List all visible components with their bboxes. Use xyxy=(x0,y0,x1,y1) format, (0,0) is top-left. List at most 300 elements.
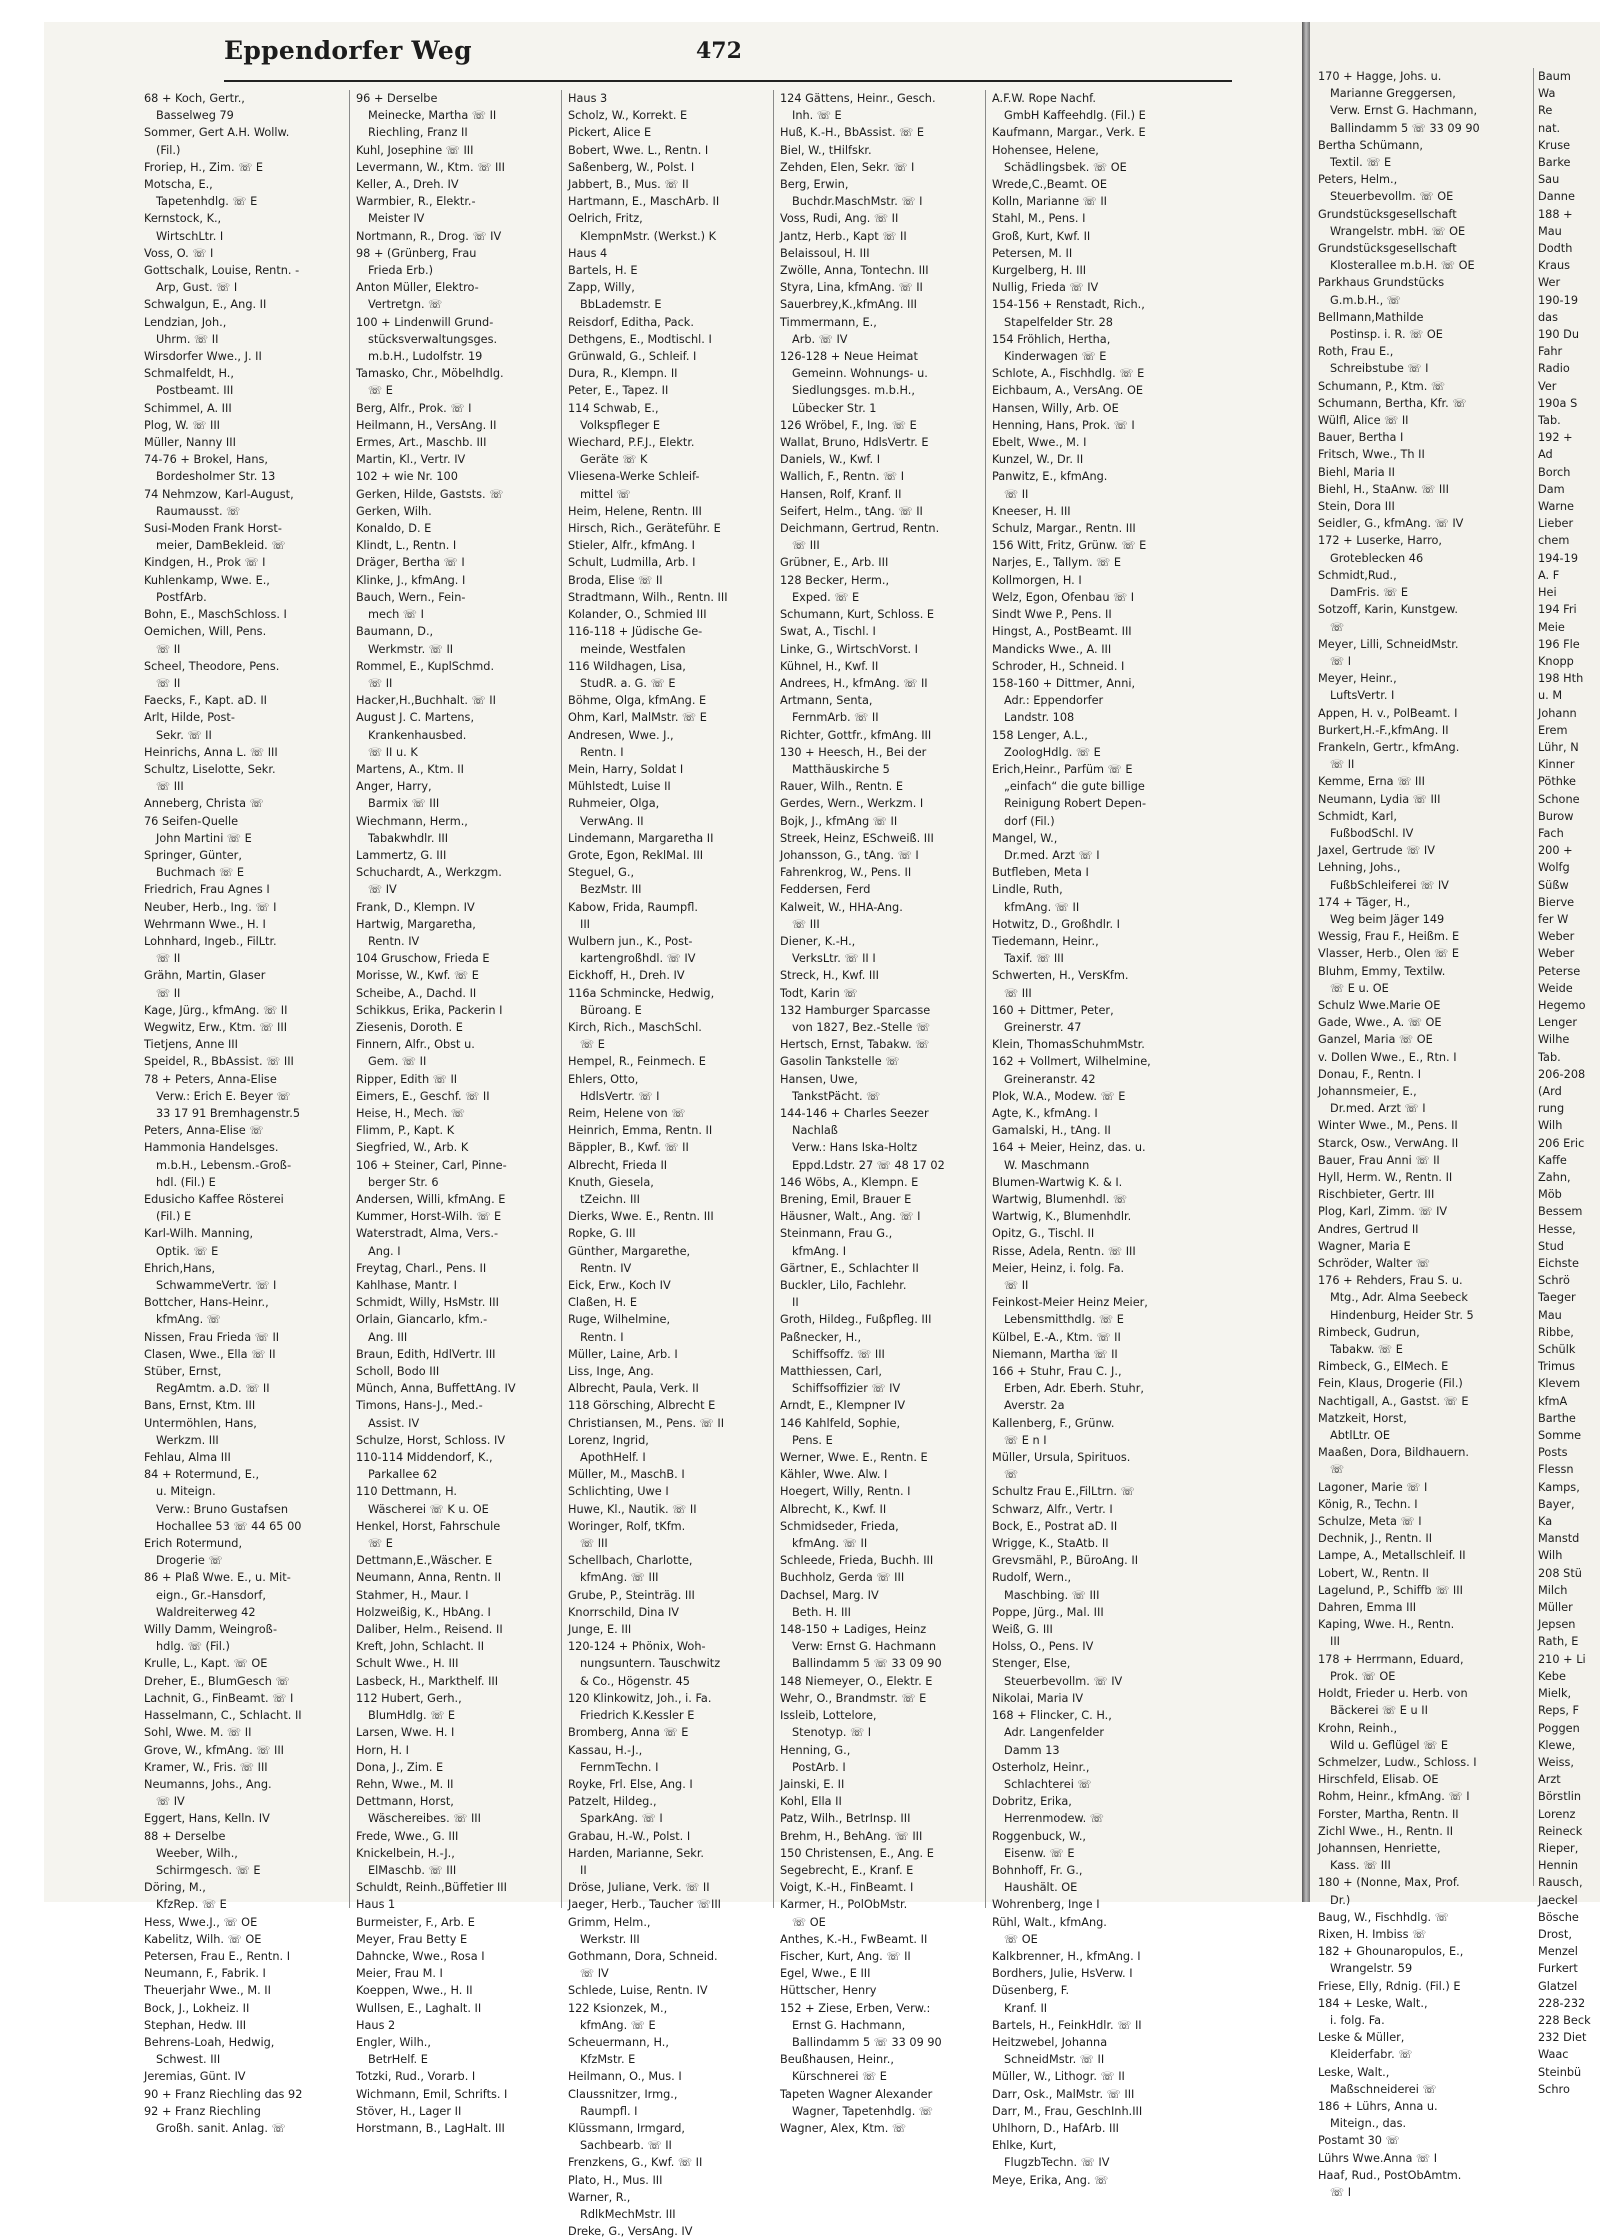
directory-entry-line: Bauer, Bertha I xyxy=(1318,431,1404,445)
directory-entry-line: Steinbü xyxy=(1538,2065,1582,2079)
directory-entry-line: Saßenberg, W., Polst. I xyxy=(568,160,695,174)
directory-entry-line: Hüttscher, Henry xyxy=(780,1984,877,1998)
directory-entry-line: 148 Niemeyer, O., Elektr. E xyxy=(780,1674,933,1688)
directory-entry-line: Johann xyxy=(1538,706,1577,720)
directory-entry-line: Hirschfeld, Elisab. OE xyxy=(1318,1773,1439,1787)
directory-entry-line: SchwammeVertr. ☏ I xyxy=(156,1279,277,1293)
directory-entry-line: Grevsmähl, P., BüroAng. II xyxy=(992,1554,1139,1568)
directory-entry-line: ☏ E xyxy=(580,1038,605,1052)
directory-entry-line: Postinsp. i. R. ☏ OE xyxy=(1330,328,1443,342)
directory-entry-line: BezMstr. III xyxy=(580,883,642,897)
directory-entry-line: Grübner, E., Arb. III xyxy=(780,556,889,570)
directory-entry-line: Steuerbevollm. ☏ IV xyxy=(1004,1674,1123,1688)
directory-entry-line: Bartels, H., FeinkHdlr. ☏ II xyxy=(992,2018,1142,2032)
directory-entry-line: ☏ II xyxy=(1330,758,1355,772)
directory-entry-line: Nissen, Frau Frieda ☏ II xyxy=(144,1330,280,1344)
directory-entry-line: Kleiderfabr. ☏ xyxy=(1330,2048,1413,2062)
directory-entry-line: Werkzm. III xyxy=(156,1433,219,1447)
directory-entry-line: Leske & Müller, xyxy=(1318,2031,1405,2045)
directory-entry-line: Dechnik, J., Rentn. II xyxy=(1318,1532,1433,1546)
directory-entry-line: Buchdr.MaschMstr. ☏ I xyxy=(792,195,923,209)
directory-entry-line: FlugzbTechn. ☏ IV xyxy=(1004,2156,1110,2170)
directory-column-2 xyxy=(356,90,554,2135)
directory-entry-line: Schwalgun, E., Ang. II xyxy=(144,298,267,312)
directory-entry-line: Lebensmitthdlg. ☏ E xyxy=(1004,1313,1124,1327)
directory-entry-line: Maaßen, Dora, Bildhauern. xyxy=(1318,1446,1469,1460)
directory-entry-line: ☏ II xyxy=(156,676,181,690)
directory-entry-line: 172 + Luserke, Harro, xyxy=(1318,534,1442,548)
directory-entry-line: Jantz, Herb., Kapt ☏ II xyxy=(780,229,907,243)
directory-entry-line: 162 + Vollmert, Wilhelmine, xyxy=(992,1055,1151,1069)
directory-entry-line: BlumHdlg. ☏ E xyxy=(368,1709,456,1723)
directory-entry-line: kfmAng. ☏ xyxy=(156,1313,221,1327)
directory-entry-line: 168 + Flincker, C. H., xyxy=(992,1709,1112,1723)
directory-entry-line: HdlsVertr. ☏ I xyxy=(580,1089,660,1103)
directory-entry-line: Scheuermann, H., xyxy=(568,2035,669,2049)
directory-entry-line: 188 + xyxy=(1538,207,1573,221)
directory-entry-line: Paßnecker, H., xyxy=(780,1330,862,1344)
directory-entry-line: Tapeten Wagner Alexander xyxy=(780,2087,933,2101)
directory-entry-line: Bäppler, B., Kwf. ☏ II xyxy=(568,1141,689,1155)
directory-entry-line: Reineck xyxy=(1538,1824,1583,1838)
directory-entry-line: Wartwig, Blumenhdl. ☏ xyxy=(992,1193,1128,1206)
directory-entry-line: Haus 2 xyxy=(356,2018,396,2032)
directory-entry-line: Wäscherei ☏ K u. OE xyxy=(368,1502,489,1516)
directory-entry-line: Kürschnerei ☏ E xyxy=(792,2070,887,2084)
directory-entry-line: Schmelzer, Ludw., Schloss. I xyxy=(1318,1755,1477,1769)
right-page-column xyxy=(1318,68,1538,2199)
directory-entry-line: Warne xyxy=(1538,500,1574,514)
directory-entry-line: 114 Schwab, E., xyxy=(568,401,659,415)
directory-entry-line: Gothmann, Dora, Schneid. xyxy=(568,1949,718,1963)
directory-entry-line: Bertha Schümann, xyxy=(1318,138,1423,152)
right-page-cut-column xyxy=(1538,68,1600,2096)
directory-entry-line: Wiechard, P.F.J., Elektr. xyxy=(568,436,695,450)
directory-entry-line: Hertsch, Ernst, Tabakw. ☏ xyxy=(780,1038,930,1052)
directory-entry-line: Johannsmeier, E., xyxy=(1318,1084,1417,1098)
directory-entry-line: Darr, M., Frau, GeschInh.III xyxy=(992,2104,1143,2118)
directory-entry-line: Erich Rotermund, xyxy=(144,1537,243,1551)
directory-entry-line: Jepsen xyxy=(1538,1618,1576,1632)
directory-entry-line: Flessn xyxy=(1538,1463,1574,1477)
directory-entry-line: 190-19 xyxy=(1538,293,1579,307)
directory-entry-line: Froriep, H., Zim. ☏ E xyxy=(144,160,264,174)
directory-entry-line: Broda, Elise ☏ II xyxy=(568,573,663,587)
directory-entry-line: Verw.: Erich E. Beyer ☏ xyxy=(156,1089,291,1103)
directory-entry-line: Wagner, Maria E xyxy=(1318,1239,1411,1253)
directory-entry-line: Arp, Gust. ☏ I xyxy=(156,281,238,295)
directory-entry-line: Müller xyxy=(1538,1601,1573,1615)
directory-entry-line: Mühlstedt, Luise II xyxy=(568,780,671,794)
directory-entry-line: Panwitz, E., kfmAng. xyxy=(992,470,1108,484)
directory-entry-line: 118 Görsching, Albrecht E xyxy=(568,1399,716,1413)
directory-entry-line: Andrees, H., kfmAng. ☏ II xyxy=(780,676,928,690)
directory-entry-line: meinde, Westfalen xyxy=(580,642,686,656)
directory-entry-line: Brening, Emil, Brauer E xyxy=(780,1193,912,1206)
directory-entry-line: ☏ I xyxy=(1330,2185,1352,2199)
directory-entry-line: (Fil.) xyxy=(156,143,181,157)
directory-entry-line: Dr.med. Arzt ☏ I xyxy=(1004,848,1100,862)
directory-entry-line: Schädlingsbek. ☏ OE xyxy=(1004,160,1127,174)
directory-entry-line: Peterse xyxy=(1538,964,1581,978)
directory-entry-line: Koeppen, Wwe., H. II xyxy=(356,1984,473,1998)
directory-entry-line: Wrangelstr. mbH. ☏ OE xyxy=(1330,224,1466,238)
directory-entry-line: KfzRep. ☏ E xyxy=(156,1898,227,1912)
directory-entry-line: Kollmorgen, H. I xyxy=(992,573,1082,587)
directory-entry-line: Erich,Heinr., Parfüm ☏ E xyxy=(992,762,1133,776)
directory-entry-line: Martens, A., Ktm. II xyxy=(356,762,464,776)
directory-entry-line: Weiß, G. III xyxy=(992,1623,1053,1637)
directory-entry-line: AbtlLtr. OE xyxy=(1330,1429,1391,1443)
directory-entry-line: 68 + Koch, Gertr., xyxy=(144,92,245,105)
directory-entry-line: Postamt 30 ☏ xyxy=(1318,2134,1400,2148)
directory-entry-line: Konaldo, D. E xyxy=(356,522,432,536)
directory-entry-line: ApothHelf. I xyxy=(580,1451,646,1465)
directory-entry-line: Grünwald, G., Schleif. I xyxy=(568,350,697,364)
directory-entry-line: Haaf, Rud., PostObAmtm. xyxy=(1318,2168,1462,2182)
directory-entry-line: II xyxy=(580,1863,587,1877)
directory-entry-line: das xyxy=(1538,310,1558,324)
directory-entry-line: Weber xyxy=(1538,947,1575,961)
directory-entry-line: Schulz, Margar., Rentn. III xyxy=(992,522,1136,536)
directory-entry-line: „einfach“ die gute billige xyxy=(1004,780,1145,794)
directory-entry-line: 152 + Ziese, Erben, Verw.: xyxy=(780,2001,931,2015)
directory-entry-line: Neuber, Herb., Ing. ☏ I xyxy=(144,900,277,914)
directory-entry-line: Rischbieter, Gertr. III xyxy=(1318,1188,1435,1202)
directory-entry-line: Lieber xyxy=(1538,517,1574,531)
directory-entry-line: VerksLtr. ☏ II I xyxy=(792,952,876,966)
directory-entry-line: Roth, Frau E., xyxy=(1318,345,1394,359)
directory-entry-line: Lehning, Johs., xyxy=(1318,861,1401,875)
directory-entry-line: Adr. Langenfelder xyxy=(1004,1726,1104,1740)
directory-entry-line: Peter, E., Tapez. II xyxy=(568,384,669,398)
directory-entry-line: Sau xyxy=(1538,173,1560,187)
directory-entry-line: Scheibe, A., Dachd. II xyxy=(356,986,477,1000)
directory-entry-line: Klüssmann, Irmgard, xyxy=(568,2121,685,2135)
directory-entry-line: Kabelitz, Wilh. ☏ OE xyxy=(144,1932,262,1946)
directory-entry-line: Holdt, Frieder u. Herb. von xyxy=(1318,1687,1468,1701)
directory-entry-line: 198 Hth xyxy=(1538,672,1584,686)
directory-entry-line: Steuerbevollm. ☏ OE xyxy=(1330,190,1454,204)
directory-entry-line: III xyxy=(580,917,590,931)
directory-entry-line: Bayer, xyxy=(1538,1497,1575,1511)
directory-entry-line: Dona, J., Zim. E xyxy=(356,1760,444,1774)
directory-entry-line: Morisse, W., Kwf. ☏ E xyxy=(356,969,479,983)
directory-entry-line: Groß, Kurt, Kwf. II xyxy=(992,229,1091,243)
directory-entry-line: Tiedemann, Heinr., xyxy=(992,934,1099,948)
directory-entry-line: Stephan, Hedw. III xyxy=(144,2018,247,2032)
directory-entry-line: Schülk xyxy=(1538,1343,1576,1357)
directory-entry-line: Appen, H. v., PolBeamt. I xyxy=(1318,706,1458,720)
directory-entry-line: Dam xyxy=(1538,482,1565,496)
directory-entry-line: Schlichting, Uwe I xyxy=(568,1485,669,1499)
directory-entry-line: Bromberg, Anna ☏ E xyxy=(568,1726,689,1740)
directory-entry-line: Hansen, Uwe, xyxy=(780,1072,858,1086)
directory-entry-line: Stradtmann, Wilh., Rentn. III xyxy=(568,590,728,604)
directory-entry-line: Styra, Lina, kfmAng. ☏ II xyxy=(780,281,923,295)
directory-entry-line: Bojk, J., kfmAng ☏ II xyxy=(780,814,898,828)
directory-entry-line: Friedrich, Frau Agnes I xyxy=(144,883,270,897)
directory-entry-line: Weide xyxy=(1538,981,1573,995)
directory-entry-line: Fehlau, Alma III xyxy=(144,1451,231,1465)
directory-entry-line: ☏ II xyxy=(156,642,181,656)
directory-entry-line: Rimbeck, Gudrun, xyxy=(1318,1325,1420,1339)
directory-entry-line: Winter Wwe., M., Pens. II xyxy=(1318,1119,1458,1133)
directory-entry-line: Basselweg 79 xyxy=(156,109,234,123)
directory-entry-line: Schiffsoffizier ☏ IV xyxy=(792,1382,901,1396)
directory-entry-line: 228-232 xyxy=(1538,1996,1586,2010)
directory-entry-line: Ebelt, Wwe., M. I xyxy=(992,436,1087,450)
directory-entry-line: Pickert, Alice E xyxy=(568,126,652,140)
directory-entry-line: Münch, Anna, BuffettAng. IV xyxy=(356,1382,516,1396)
directory-entry-line: Parkhaus Grundstücks xyxy=(1318,276,1445,290)
directory-entry-line: Schuchardt, A., Werkzgm. xyxy=(356,866,502,880)
directory-entry-line: Ballindamm 5 ☏ 33 09 90 xyxy=(792,2035,942,2049)
directory-entry-line: Meye, Erika, Ang. ☏ xyxy=(992,2173,1109,2187)
directory-entry-line: kfmAng. ☏ E xyxy=(580,2018,656,2032)
directory-entry-line: Lampe, A., Metallschleif. II xyxy=(1318,1549,1466,1563)
directory-entry-line: Patz, Wilh., BetrInsp. III xyxy=(780,1812,911,1826)
directory-entry-line: ☏ II xyxy=(156,952,181,966)
directory-entry-line: Peters, Anna-Elise ☏ xyxy=(144,1124,264,1138)
directory-entry-line: Patzelt, Hildeg., xyxy=(568,1795,657,1809)
directory-entry-line: Rentn. IV xyxy=(368,934,420,948)
directory-entry-line: Berg, Erwin, xyxy=(780,178,849,192)
directory-entry-line: Eisenw. ☏ E xyxy=(1004,1846,1075,1860)
directory-entry-line: Segebrecht, E., Kranf. E xyxy=(780,1863,914,1877)
directory-entry-line: Blumen-Wartwig K. & I. xyxy=(992,1175,1123,1189)
directory-entry-line: Häusner, Walt., Ang. ☏ I xyxy=(780,1210,921,1224)
directory-entry-line: 146 Wöbs, A., Klempn. E xyxy=(780,1175,919,1189)
directory-entry-line: Ziesenis, Doroth. E xyxy=(356,1020,463,1034)
directory-entry-line: Miteign., das. xyxy=(1330,2117,1407,2131)
directory-entry-line: Hohensee, Helene, xyxy=(992,143,1099,157)
directory-entry-line: Müller, W., Lithogr. ☏ II xyxy=(992,2070,1125,2084)
directory-entry-line: Verw.: Bruno Gustafsen xyxy=(156,1502,288,1516)
directory-entry-line: Kraus xyxy=(1538,259,1571,273)
directory-entry-line: Wehr, O., Brandmstr. ☏ E xyxy=(780,1691,927,1705)
directory-entry-line: Schmidt, Willy, HsMstr. III xyxy=(356,1296,499,1310)
directory-entry-line: 84 + Rotermund, E., xyxy=(144,1468,260,1482)
directory-entry-line: mittel ☏ xyxy=(580,487,631,501)
directory-entry-line: Wülfl, Alice ☏ II xyxy=(1318,414,1409,428)
directory-entry-line: Böhme, Olga, kfmAng. E xyxy=(568,694,707,708)
directory-entry-line: eign., Gr.-Hansdorf, xyxy=(156,1588,266,1602)
directory-entry-line: Nachtigall, A., Gastst. ☏ E xyxy=(1318,1394,1469,1408)
directory-entry-line: Kuhl, Josephine ☏ III xyxy=(356,143,474,157)
directory-entry-line: Fahrenkrog, W., Pens. II xyxy=(780,866,912,880)
directory-entry-line: Lindemann, Margaretha II xyxy=(568,831,714,845)
directory-entry-line: ☏ OE xyxy=(1004,1932,1038,1946)
directory-entry-line: dorf (Fil.) xyxy=(1004,814,1055,828)
directory-entry-line: Hansen, Rolf, Kranf. II xyxy=(780,487,902,501)
directory-entry-line: Wehrmann Wwe., H. I xyxy=(144,917,266,931)
directory-entry-line: Kneeser, H. III xyxy=(992,504,1071,518)
directory-entry-line: Plog, W. ☏ III xyxy=(144,418,220,432)
directory-entry-line: Rausch, xyxy=(1538,1876,1583,1890)
directory-entry-line: Maßschneiderei ☏ xyxy=(1330,2082,1437,2096)
directory-entry-line: ☏ E xyxy=(368,1537,393,1551)
directory-entry-line: Lührs Wwe.Anna ☏ I xyxy=(1318,2151,1438,2165)
directory-entry-line: Dröse, Juliane, Verk. ☏ II xyxy=(568,1881,710,1895)
directory-entry-line: August J. C. Martens, xyxy=(356,711,475,725)
directory-entry-line: 124 Gättens, Heinr., Gesch. xyxy=(780,92,936,105)
directory-entry-line: Warmbier, R., Elektr.- xyxy=(356,195,476,209)
directory-entry-line: Wessig, Frau F., Heißm. E xyxy=(1318,930,1460,944)
directory-entry-line: Bauch, Wern., Fein- xyxy=(356,590,466,604)
directory-entry-line: Kaffe xyxy=(1538,1153,1567,1167)
directory-entry-line: Geräte ☏ K xyxy=(580,453,648,467)
directory-entry-line: Ballindamm 5 ☏ 33 09 90 xyxy=(792,1657,942,1671)
directory-entry-line: Taeger xyxy=(1538,1291,1576,1305)
directory-entry-line: Zwölle, Anna, Tontechn. III xyxy=(780,264,929,278)
directory-entry-line: 78 + Peters, Anna-Elise xyxy=(144,1072,277,1086)
directory-entry-line: Burkert,H.-F.,kfmAng. II xyxy=(1318,723,1449,737)
directory-entry-line: Gamalski, H., tAng. II xyxy=(992,1124,1111,1138)
directory-entry-line: Holzweißig, K., HbAng. I xyxy=(356,1605,491,1619)
column-divider xyxy=(985,90,986,1908)
directory-entry-line: 194 Fri xyxy=(1538,603,1577,617)
directory-entry-line: Stieler, Alfr., kfmAng. I xyxy=(568,539,695,553)
directory-entry-line: Richter, Gottfr., kfmAng. III xyxy=(780,728,932,742)
directory-entry-line: Schiffsoffz. ☏ III xyxy=(792,1347,885,1361)
directory-entry-line: Mandicks Wwe., A. III xyxy=(992,642,1112,656)
directory-entry-line: Sindt Wwe P., Pens. II xyxy=(992,608,1112,622)
directory-entry-line: Hansen, Willy, Arb. OE xyxy=(992,401,1119,415)
directory-entry-line: Sauerbrey,K.,kfmAng. III xyxy=(780,298,917,312)
directory-column-5 xyxy=(992,90,1190,2187)
directory-entry-line: Stenger, Else, xyxy=(992,1657,1071,1671)
directory-entry-line: v. Dollen Wwe., E., Rtn. I xyxy=(1318,1050,1457,1064)
directory-entry-line: Brehm, H., BehAng. ☏ III xyxy=(780,1829,923,1843)
directory-entry-line: 174 + Täger, H., xyxy=(1318,895,1411,909)
directory-entry-line: Büroang. E xyxy=(580,1003,642,1017)
directory-entry-line: Claßen, H. E xyxy=(568,1296,637,1310)
directory-entry-line: Knorrschild, Dina IV xyxy=(568,1605,680,1619)
directory-entry-line: Lobert, W., Rentn. II xyxy=(1318,1566,1429,1580)
directory-entry-line: Finnern, Alfr., Obst u. xyxy=(356,1038,475,1052)
directory-entry-line: Friedrich K.Kessler E xyxy=(580,1709,695,1723)
directory-entry-line: ☏ E n I xyxy=(1004,1433,1047,1447)
directory-entry-line: ElMaschb. ☏ III xyxy=(368,1863,457,1877)
directory-entry-line: Haus 3 xyxy=(568,92,608,105)
directory-entry-line: Schro xyxy=(1538,2082,1570,2096)
directory-entry-line: SchneidMstr. ☏ II xyxy=(1004,2053,1105,2067)
header-rule xyxy=(224,80,1232,82)
directory-entry-line: Kemme, Erna ☏ III xyxy=(1318,775,1425,789)
directory-entry-line: Ohm, Karl, MalMstr. ☏ E xyxy=(568,711,707,725)
column-divider xyxy=(561,90,562,1908)
directory-entry-line: Petersen, M. II xyxy=(992,246,1073,260)
directory-entry-line: 184 + Leske, Walt., xyxy=(1318,1996,1428,2010)
directory-entry-line: Johannsen, Henriette, xyxy=(1318,1841,1441,1855)
directory-entry-line: Danne xyxy=(1538,190,1575,204)
directory-entry-line: Hoegert, Willy, Rentn. I xyxy=(780,1485,911,1499)
directory-entry-line: Seifert, Helm., tAng. ☏ II xyxy=(780,504,923,518)
directory-entry-line: 196 Fle xyxy=(1538,637,1580,651)
directory-entry-line: ☏ E xyxy=(368,384,393,398)
directory-entry-line: Kunzel, W., Dr. II xyxy=(992,453,1084,467)
directory-entry-line: Pöthke xyxy=(1538,775,1576,789)
directory-entry-line: Bock, J., Lokheiz. II xyxy=(144,2001,250,2015)
directory-entry-line: Hammonia Handelsges. xyxy=(144,1141,279,1155)
directory-entry-line: Uhrm. ☏ II xyxy=(156,332,219,346)
directory-entry-line: kfmAng. ☏ II xyxy=(792,1537,868,1551)
directory-entry-line: Klewe, xyxy=(1538,1738,1576,1752)
directory-entry-line: G.m.b.H., ☏ xyxy=(1330,293,1401,307)
directory-entry-line: Reps, F xyxy=(1538,1704,1580,1718)
directory-entry-line: Kalweit, W., HHA-Ang. xyxy=(780,900,903,914)
directory-entry-line: Dreher, E., BlumGesch ☏ xyxy=(144,1674,290,1688)
directory-entry-line: Greinerstr. 47 xyxy=(1004,1020,1082,1034)
directory-entry-line: TankstPächt. ☏ xyxy=(792,1089,881,1103)
directory-entry-line: kfmAng. ☏ II xyxy=(1004,900,1080,914)
directory-entry-line: Hochallee 53 ☏ 44 65 00 xyxy=(156,1519,302,1533)
directory-entry-line: Ballindamm 5 ☏ 33 09 90 xyxy=(1330,121,1480,135)
directory-entry-line: Grote, Egon, ReklMal. III xyxy=(568,848,704,862)
directory-entry-line: Artmann, Senta, xyxy=(780,694,873,708)
directory-entry-line: Mau xyxy=(1538,224,1562,238)
directory-entry-line: Günther, Margarethe, xyxy=(568,1244,691,1258)
directory-entry-line: Wrangelstr. 59 xyxy=(1330,1962,1413,1976)
directory-entry-line: Willy Damm, Weingroß- xyxy=(144,1623,278,1637)
directory-entry-line: Bordesholmer Str. 13 xyxy=(156,470,276,484)
directory-entry-line: u. Miteign. xyxy=(156,1485,216,1499)
directory-entry-line: Weiss, xyxy=(1538,1755,1574,1769)
directory-entry-line: Claussnitzer, Irmg., xyxy=(568,2087,678,2101)
directory-entry-line: Landstr. 108 xyxy=(1004,711,1075,725)
directory-entry-line: Ehlke, Kurt, xyxy=(992,2139,1057,2153)
directory-entry-line: Müller, Nanny III xyxy=(144,436,236,450)
directory-entry-line: 106 + Steiner, Carl, Pinne- xyxy=(356,1158,507,1172)
directory-entry-line: Huß, K.-H., BbAssist. ☏ E xyxy=(780,126,925,140)
directory-entry-line: Werkmstr. ☏ II xyxy=(368,642,454,656)
directory-entry-line: Nullig, Frieda ☏ IV xyxy=(992,281,1099,295)
directory-entry-line: Sommer, Gert A.H. Wollw. xyxy=(144,126,290,140)
directory-entry-line: hdl. (Fil.) E xyxy=(156,1175,216,1189)
directory-entry-line: Biehl, H., StaAnw. ☏ III xyxy=(1318,482,1449,496)
directory-entry-line: chem xyxy=(1538,534,1570,548)
directory-entry-line: Frank, D., Klempn. IV xyxy=(356,900,475,914)
directory-entry-line: Dierks, Wwe. E., Rentn. III xyxy=(568,1210,714,1224)
directory-entry-line: FußbSchleiferei ☏ IV xyxy=(1330,878,1449,892)
directory-entry-line: Albrecht, Paula, Verk. II xyxy=(568,1382,699,1396)
directory-entry-line: Tabakwhdlr. III xyxy=(368,831,449,845)
directory-entry-line: Tamasko, Chr., Möbelhdlg. xyxy=(356,367,504,381)
directory-column-4 xyxy=(780,90,978,2135)
directory-entry-line: Schmidseder, Frieda, xyxy=(780,1519,899,1533)
directory-entry-line: Hartwig, Margaretha, xyxy=(356,917,476,931)
directory-entry-line: Trimus xyxy=(1538,1360,1576,1374)
directory-entry-line: Scheel, Theodore, Pens. xyxy=(144,659,280,673)
directory-entry-line: Grähn, Martin, Glaser xyxy=(144,969,266,983)
directory-entry-line: 92 + Franz Riechling xyxy=(144,2104,261,2118)
directory-entry-line: Henning, Hans, Prok. ☏ I xyxy=(992,418,1135,432)
directory-entry-line: Döring, M., xyxy=(144,1881,206,1895)
directory-entry-line: Grimm, Helm., xyxy=(568,1915,651,1929)
directory-entry-line: 144-146 + Charles Seezer xyxy=(780,1106,929,1120)
directory-entry-line: Opitz, G., Tischl. II xyxy=(992,1227,1095,1241)
directory-entry-line: Starck, Osw., VerwAng. II xyxy=(1318,1136,1459,1150)
directory-entry-line: Zichl Wwe., H., Rentn. II xyxy=(1318,1824,1454,1838)
directory-entry-line: Schröder, Walter ☏ xyxy=(1318,1257,1431,1271)
directory-entry-line: Motscha, E., xyxy=(144,178,213,192)
directory-entry-line: Krulle, L., Kapt. ☏ OE xyxy=(144,1657,268,1671)
directory-entry-line: Beußhausen, Heinr., xyxy=(780,2053,894,2067)
directory-entry-line: Tab. xyxy=(1538,414,1561,428)
directory-entry-line: Meier, Heinz, i. folg. Fa. xyxy=(992,1261,1125,1275)
directory-entry-line: Schmidt,Rud., xyxy=(1318,568,1397,582)
